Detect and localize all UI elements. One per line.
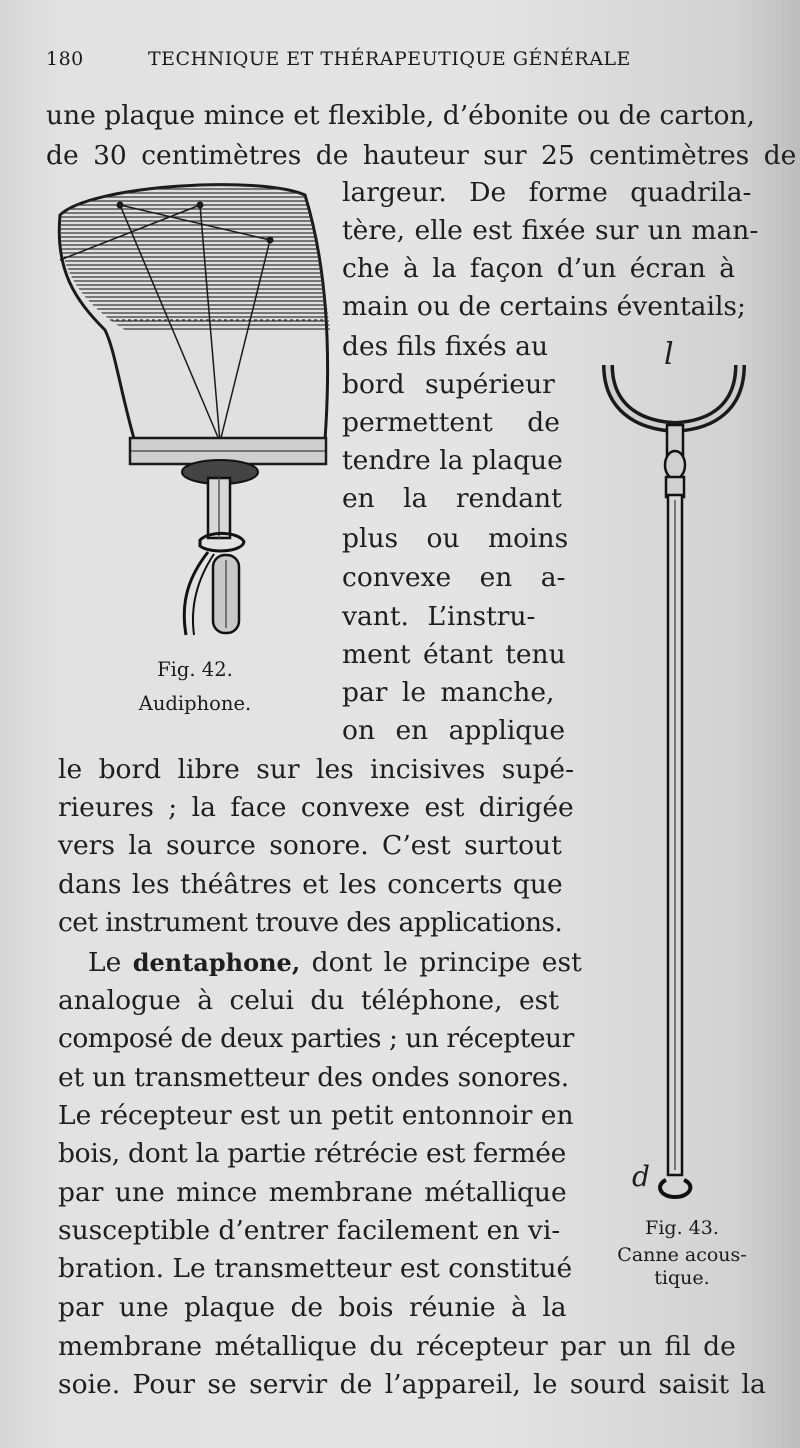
text-line: le bord libre sur les incisives supé- xyxy=(58,754,575,785)
text-line: et un transmetteur des ondes sonores. xyxy=(58,1062,569,1093)
text-line: largeur. De forme quadrila- xyxy=(342,177,752,208)
text-line: main ou de certains éventails; xyxy=(342,291,746,322)
figure-42-caption: Audiphone. xyxy=(138,692,252,715)
text-line: ment étant tenu xyxy=(342,639,566,670)
term-dentaphone: dentaphone, xyxy=(132,948,301,977)
text-line: plus ou moins xyxy=(342,523,569,554)
text-line: susceptible d’entrer facilement en vi- xyxy=(58,1215,561,1246)
audiphone-illustration xyxy=(50,180,340,650)
text-line: de 30 centimètres de hauteur sur 25 centimètres de xyxy=(46,140,797,171)
text-line: composé de deux parties ; un récepteur xyxy=(58,1023,574,1054)
text-line: dans les théâtres et les concerts que xyxy=(58,869,563,900)
text-line: convexe en a- xyxy=(342,562,566,593)
text-line: une plaque mince et flexible, d’ébonite ou de carton, xyxy=(46,100,755,131)
text-line: rieures ; la face convexe est dirigée xyxy=(58,792,574,823)
text-line: tère, elle est fixée sur un man- xyxy=(342,215,759,246)
page-number: 180 xyxy=(46,48,84,70)
text-line: permettent de xyxy=(342,407,560,438)
text-line: par une plaque de bois réunie à la xyxy=(58,1292,567,1323)
text-line: en la rendant xyxy=(342,483,562,514)
text-line: bord supérieur xyxy=(342,369,555,400)
text-line: par une mince membrane métallique xyxy=(58,1177,567,1208)
text-line: bration. Le transmetteur est constitué xyxy=(58,1253,573,1284)
figure-43-caption-line1: Canne acous- xyxy=(617,1244,747,1266)
text-line: membrane métallique du récepteur par un fil de xyxy=(58,1331,736,1362)
text-line: cet instrument trouve des applications. xyxy=(58,907,563,938)
text-line: che à la façon d’un écran à xyxy=(342,253,736,284)
running-title: TECHNIQUE ET THÉRAPEUTIQUE GÉNÉRALE xyxy=(148,48,631,70)
text-line: bois, dont la partie rétrécie est fermée xyxy=(58,1138,567,1169)
figure-43-label-bottom: d xyxy=(632,1160,650,1193)
text-line: vant. L’instru- xyxy=(342,601,536,632)
text-line: tendre la plaque xyxy=(342,445,563,476)
text-line: soie. Pour se servir de l’appareil, le sourd saisit la xyxy=(58,1369,766,1400)
text-line: vers la source sonore. C’est surtout xyxy=(58,830,562,861)
text-line: analogue à celui du téléphone, est xyxy=(58,985,559,1016)
text-line: Le dentaphone, dont le principe est xyxy=(88,947,582,978)
figure-43-label-top: l xyxy=(664,337,674,372)
figure-43-number: Fig. 43. xyxy=(645,1217,719,1239)
text-line: par le manche, xyxy=(342,677,555,708)
figure-42-number: Fig. 42. xyxy=(157,658,233,681)
text-line: on en applique xyxy=(342,715,566,746)
text-line: des fils fixés au xyxy=(342,331,549,362)
text-line: Le récepteur est un petit entonnoir en xyxy=(58,1100,574,1131)
acoustic-cane-illustration xyxy=(600,355,750,1200)
figure-43-caption-line2: tique. xyxy=(654,1267,710,1289)
